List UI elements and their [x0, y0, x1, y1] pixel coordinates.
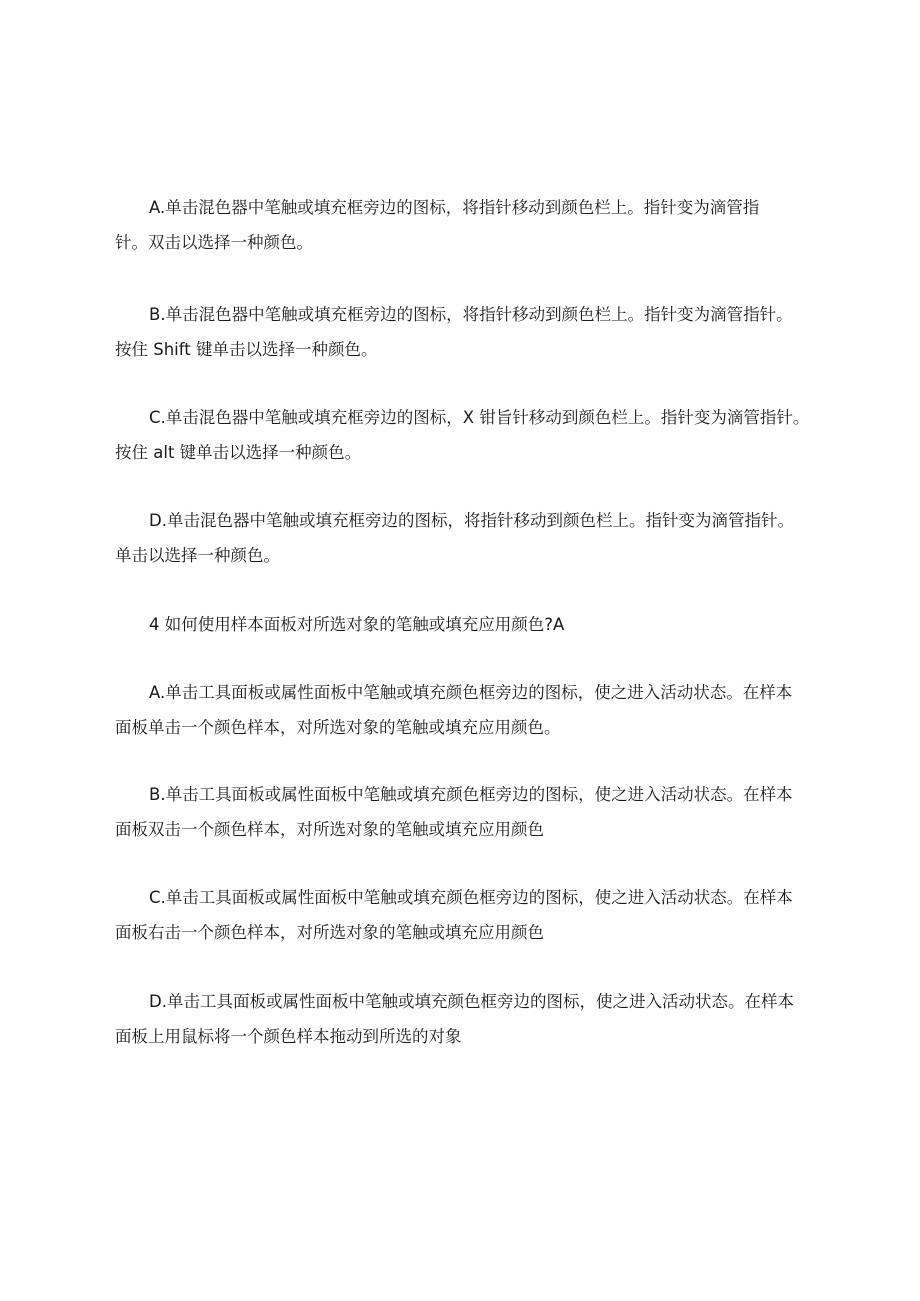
q4-option-b [115, 777, 815, 847]
q4-option-a-line2: 面板单击一个颜色样本，对所选对象的笔触或填充应用颜色。 [115, 718, 561, 737]
q4-option-c-line1: C.单击工具面板或属性面板中笔触或填充颜色框旁边的图标，使之进入活动状态。在样本 [149, 888, 793, 907]
q4-option-b-line2: 面板双击一个颜色样本，对所选对象的笔触或填充应用颜色 [115, 820, 544, 839]
q4-option-a-line1: A.单击工具面板或属性面板中笔触或填充颜色框旁边的图标，使之进入活动状态。在样本 [149, 683, 793, 702]
q3-option-a-line1: A.单击混色器中笔触或填充框旁边的图标，将指针移动到颜色栏上。指针变为滴管指 [149, 198, 760, 217]
q4-option-b-line1: B.单击工具面板或属性面板中笔触或填充颜色框旁边的图标，使之进入活动状态。在样本 [149, 785, 793, 804]
q3-option-d-line1: D.单击混色器中笔触或填充框旁边的图标，将指针移动到颜色栏上。指针变为滴管指针。 [149, 511, 794, 530]
q4-option-d-line1: D.单击工具面板或属性面板中笔触或填充颜色框旁边的图标，使之进入活动状态。在样本 [149, 992, 794, 1011]
q4-question-text: 4 如何使用样本面板对所选对象的笔触或填充应用颜色?A [149, 615, 565, 634]
q4-question [115, 607, 815, 642]
q3-option-b-line1: B.单击混色器中笔触或填充框旁边的图标，将指针移动到颜色栏上。指针变为滴管指针。 [149, 305, 793, 324]
q4-option-d-line2: 面板上用鼠标将一个颜色样本拖动到所选的对象 [115, 1027, 462, 1046]
q3-option-b-line2: 按住 Shift 键单击以选择一种颜色。 [115, 340, 378, 359]
q3-option-d [115, 503, 815, 573]
q3-option-a [115, 190, 815, 260]
q3-option-d-line2: 单击以选择一种颜色。 [115, 546, 280, 565]
q3-option-c-line2: 按住 alt 键单击以选择一种颜色。 [115, 443, 362, 462]
q3-option-c-line1: C.单击混色器中笔触或填充框旁边的图标，X 钳旨针移动到颜色栏上。指针变为滴管指针。 [149, 408, 810, 427]
q4-option-a [115, 675, 815, 745]
q3-option-c [115, 400, 815, 470]
q4-option-c [115, 880, 815, 950]
q4-option-c-line2: 面板右击一个颜色样本，对所选对象的笔触或填充应用颜色 [115, 923, 544, 942]
q4-option-d [115, 984, 815, 1054]
q3-option-b [115, 297, 815, 367]
q3-option-a-line2: 针。双击以选择一种颜色。 [115, 233, 313, 252]
